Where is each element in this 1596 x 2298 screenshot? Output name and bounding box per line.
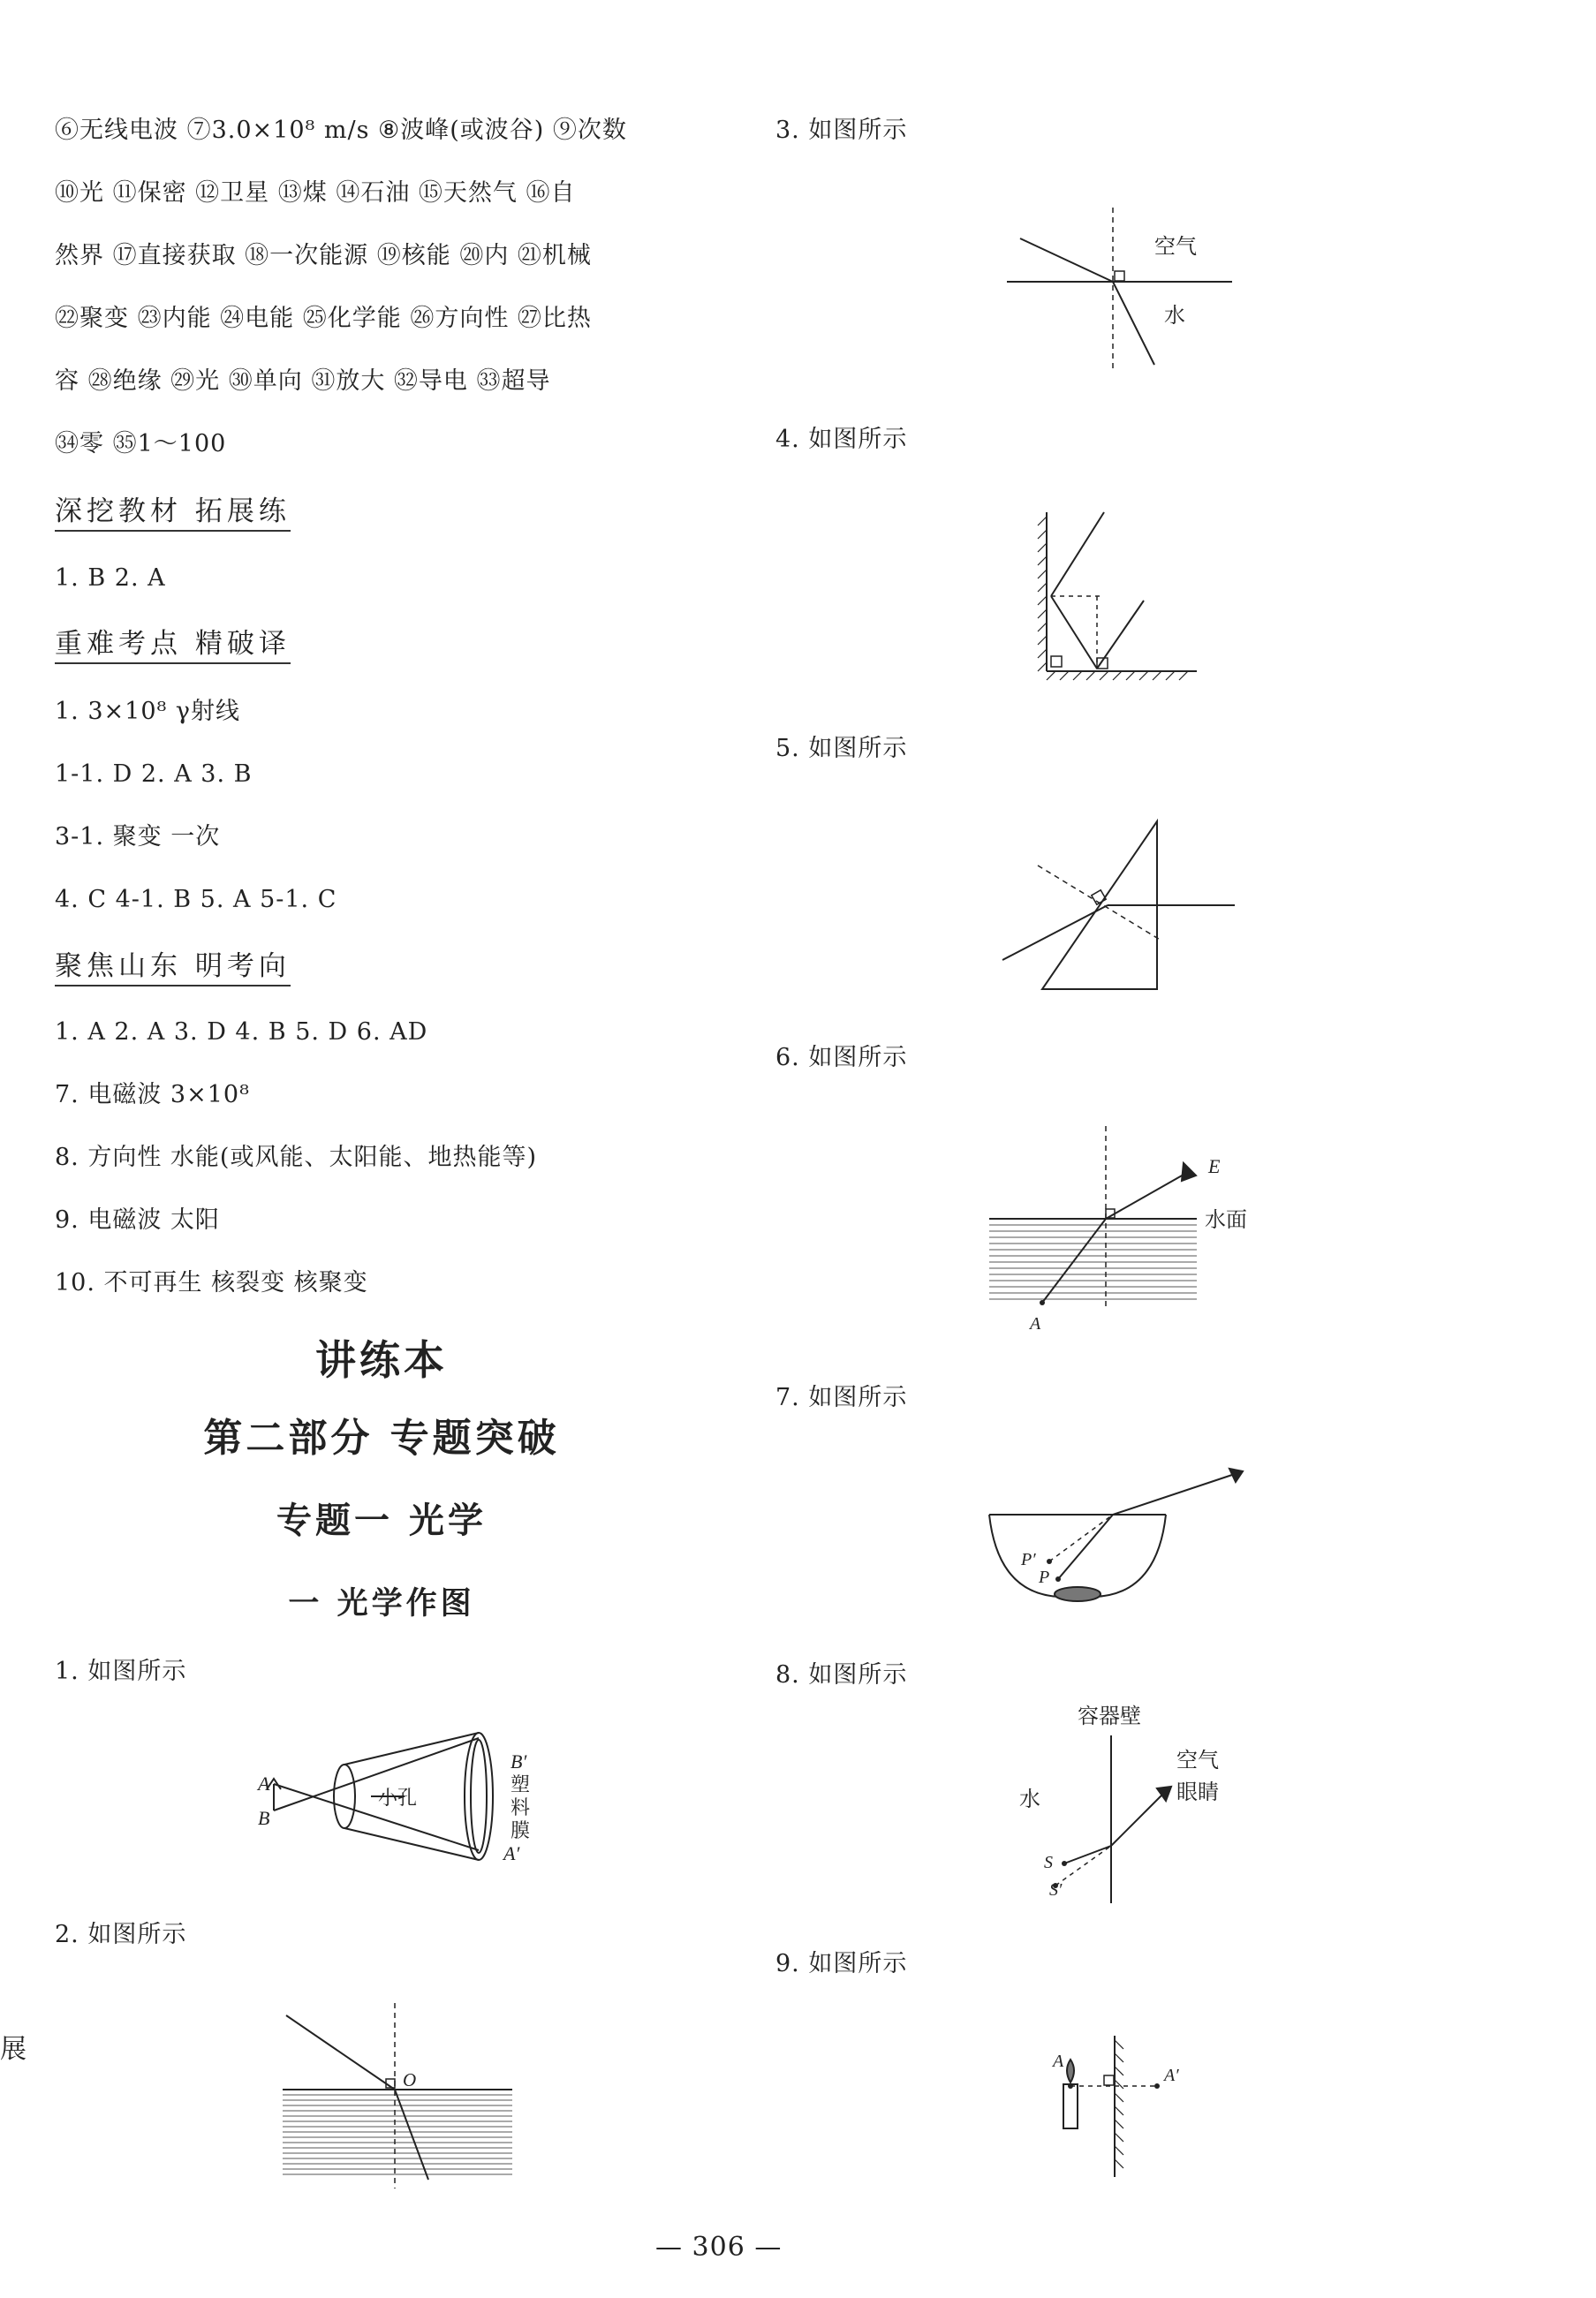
label-A-prime: A′ — [503, 1842, 520, 1864]
section3-line-4: 9. 电磁波 太阳 — [55, 1206, 220, 1234]
book-title: 讲练本 — [315, 1336, 448, 1384]
label-container-wall: 容器壁 — [1078, 1705, 1141, 1728]
figure-9-candle-mirror — [1042, 2031, 1210, 2181]
label-film-2: 料 — [511, 1796, 531, 1818]
figure-7-bowl-coin — [980, 1466, 1263, 1616]
figure-5-prism — [989, 817, 1245, 1002]
section-title-shandong: 聚焦山东 明考向 — [55, 949, 291, 986]
section2-line-3: 3-1. 聚变 一次 — [55, 823, 221, 850]
question-2-label: 2. 如图所示 — [55, 1921, 187, 1948]
label-P: P — [1039, 1568, 1050, 1587]
summary-line-6: ㉞零 ㉟1～100 — [55, 430, 227, 457]
section3-line-5: 10. 不可再生 核裂变 核聚变 — [55, 1269, 368, 1296]
section-title-key-points: 重难考点 精破译 — [55, 627, 291, 664]
figure-8-container-wall — [1007, 1700, 1254, 1908]
label-pinhole: 小孔 — [378, 1787, 418, 1809]
label-water: 水 — [1164, 305, 1185, 328]
question-9-label: 9. 如图所示 — [775, 1950, 908, 1977]
section2-line-1: 1. 3×10⁸ γ射线 — [55, 698, 241, 725]
label-film-3: 膜 — [511, 1819, 531, 1841]
figure-3-air-water — [1002, 199, 1241, 375]
question-3-label: 3. 如图所示 — [775, 117, 908, 144]
question-8-label: 8. 如图所示 — [775, 1661, 908, 1689]
label-O: O — [403, 2069, 417, 2090]
label-A-prime: A′ — [1164, 2066, 1179, 2085]
section-title-textbook: 深挖教材 拓展练 — [55, 495, 291, 532]
page-number: — 306 — — [655, 2232, 783, 2263]
label-A: A — [1030, 1314, 1041, 1334]
label-A: A — [1053, 2052, 1064, 2071]
margin-character: 展 — [0, 2034, 27, 2065]
summary-line-1: ⑥无线电波 ⑦3.0×10⁸ m/s ⑧波峰(或波谷) ⑨次数 — [55, 117, 627, 144]
figure-1-pinhole-camera — [247, 1722, 583, 1872]
summary-line-2: ⑩光 ⑪保密 ⑫卫星 ⑬煤 ⑭石油 ⑮天然气 ⑯自 — [55, 179, 576, 207]
section3-line-2: 7. 电磁波 3×10⁸ — [55, 1081, 250, 1108]
label-water: 水 — [1019, 1788, 1040, 1811]
question-4-label: 4. 如图所示 — [775, 426, 908, 453]
question-1-label: 1. 如图所示 — [55, 1658, 187, 1685]
label-eye: 眼睛 — [1176, 1781, 1219, 1804]
section3-line-1: 1. A 2. A 3. D 4. B 5. D 6. AD — [55, 1018, 428, 1046]
section2-line-2: 1-1. D 2. A 3. B — [55, 760, 253, 788]
label-water-surface: 水面 — [1205, 1209, 1247, 1232]
label-air: 空气 — [1154, 236, 1197, 259]
label-S: S — [1044, 1853, 1053, 1872]
question-7-label: 7. 如图所示 — [775, 1384, 908, 1411]
section2-line-4: 4. C 4-1. B 5. A 5-1. C — [55, 886, 337, 913]
label-film-1: 塑 — [511, 1773, 531, 1795]
label-E: E — [1208, 1155, 1221, 1177]
summary-line-4: ㉒聚变 ㉓内能 ㉔电能 ㉕化学能 ㉖方向性 ㉗比热 — [55, 305, 592, 332]
summary-line-5: 容 ㉘绝缘 ㉙光 ㉚单向 ㉛放大 ㉜导电 ㉝超导 — [55, 367, 551, 395]
summary-line-3: 然界 ⑰直接获取 ⑱一次能源 ⑲核能 ⑳内 ㉑机械 — [55, 242, 592, 269]
question-5-label: 5. 如图所示 — [775, 735, 908, 762]
label-B-prime: B′ — [511, 1750, 527, 1773]
label-B: B — [258, 1807, 270, 1829]
sub-title: 一 光学作图 — [288, 1586, 475, 1621]
question-6-label: 6. 如图所示 — [775, 1044, 908, 1071]
topic-title: 专题一 光学 — [276, 1501, 487, 1541]
label-S-prime: S′ — [1049, 1880, 1063, 1900]
label-A: A — [258, 1773, 270, 1795]
part-title: 第二部分 专题突破 — [203, 1416, 560, 1461]
label-P-prime: P′ — [1021, 1550, 1036, 1569]
label-air: 空气 — [1176, 1750, 1219, 1773]
section3-line-3: 8. 方向性 水能(或风能、太阳能、地热能等) — [55, 1144, 537, 1171]
section1-answers: 1. B 2. A — [55, 564, 166, 592]
figure-4-two-mirrors — [1033, 508, 1210, 689]
figure-6-water-surface — [980, 1126, 1272, 1338]
figure-2-refraction — [274, 2003, 521, 2197]
